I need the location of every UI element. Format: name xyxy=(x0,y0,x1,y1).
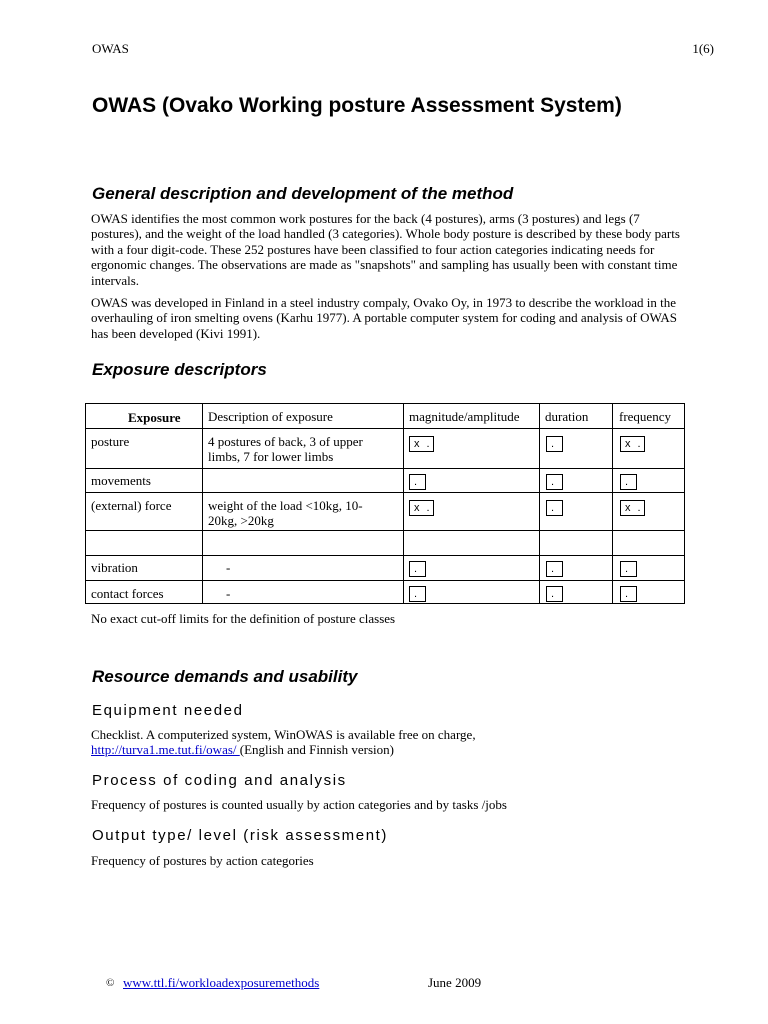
magnitude-checkbox[interactable]: x . xyxy=(409,436,434,452)
footer-link[interactable]: www.ttl.fi/workloadexposuremethods xyxy=(123,975,320,990)
equipment-text-line1: Checklist. A computerized system, WinOWAS is available free on charge, xyxy=(91,727,476,742)
table-row-exposure: vibration xyxy=(91,560,138,575)
duration-checkbox[interactable]: . xyxy=(546,500,563,516)
subheading-equipment: Equipment needed xyxy=(92,702,244,719)
page-title: OWAS (Ovako Working posture Assessment System) xyxy=(92,94,622,117)
duration-checkbox[interactable]: . xyxy=(546,474,563,490)
winowas-link[interactable]: http://turva1.me.tut.fi/owas/ xyxy=(91,742,240,758)
header-left: OWAS xyxy=(92,41,129,56)
output-text: Frequency of postures by action categories xyxy=(91,853,314,868)
frequency-checkbox[interactable]: . xyxy=(620,586,637,602)
magnitude-checkbox[interactable]: . xyxy=(409,474,426,490)
section-heading-resource: Resource demands and usability xyxy=(92,667,358,686)
frequency-checkbox[interactable]: x . xyxy=(620,500,645,516)
duration-checkbox[interactable]: . xyxy=(546,561,563,577)
table-row-description: - xyxy=(226,586,231,601)
section-heading-exposure: Exposure descriptors xyxy=(92,360,267,379)
table-header-duration: duration xyxy=(545,409,589,424)
section-heading-general: General description and development of the method xyxy=(92,184,514,203)
table-header-description: Description of exposure xyxy=(208,409,333,424)
table-row-exposure: movements xyxy=(91,473,151,488)
process-text: Frequency of postures is counted usually by action categories and by tasks /jobs xyxy=(91,797,507,812)
copyright-icon: © xyxy=(106,977,115,989)
equipment-text xyxy=(91,727,686,758)
duration-checkbox[interactable]: . xyxy=(546,586,563,602)
subheading-output: Output type/ level (risk assessment) xyxy=(92,827,389,844)
paragraph-general-2: OWAS was developed in Finland in a steel industry compaly, Ovako Oy, in 1973 to describe the workload in the overhauling of iron smelting ovens (Karhu 1977). A portable computer system for coding and analysis of OWAS has been developed (Kivi 1991). xyxy=(91,295,677,341)
table-row-exposure: posture xyxy=(91,434,130,449)
magnitude-checkbox[interactable]: x . xyxy=(409,500,434,516)
footer-date: June 2009 xyxy=(428,975,482,990)
equipment-text-line2: (English and Finnish version) xyxy=(239,742,394,758)
exposure-table xyxy=(85,403,685,604)
table-row-description: weight of the load <10kg, 10-20kg, >20kg xyxy=(208,498,363,529)
table-note: No exact cut-off limits for the definition of posture classes xyxy=(91,611,396,626)
table-row-exposure: (external) force xyxy=(91,498,172,513)
table-row-description: - xyxy=(226,560,231,575)
magnitude-checkbox[interactable]: . xyxy=(409,586,426,602)
magnitude-checkbox[interactable]: . xyxy=(409,561,426,577)
paragraph-general-1: OWAS identifies the most common work postures for the back (4 postures), arms (3 postures) and legs (7 postures), and the weight of the load handled (3 categories). Whole body posture is described by these body parts with a four digit-code. These 252 postures have been classified to four action categories indicating needs for ergonomic changes. The observations are made as "snapshots" and sampling has usually been with constant time intervals. xyxy=(91,211,680,288)
table-row-exposure: contact forces xyxy=(91,586,164,601)
table-header-magnitude: magnitude/amplitude xyxy=(409,409,520,424)
frequency-checkbox[interactable]: . xyxy=(620,561,637,577)
frequency-checkbox[interactable]: . xyxy=(620,474,637,490)
table-header-exposure: Exposure xyxy=(128,410,181,425)
subheading-process: Process of coding and analysis xyxy=(92,772,347,789)
duration-checkbox[interactable]: . xyxy=(546,436,563,452)
table-header-frequency: frequency xyxy=(619,409,671,424)
table-row-description: 4 postures of back, 3 of upper limbs, 7 for lower limbs xyxy=(208,434,363,465)
page-number: 1(6) xyxy=(692,41,714,56)
frequency-checkbox[interactable]: x . xyxy=(620,436,645,452)
